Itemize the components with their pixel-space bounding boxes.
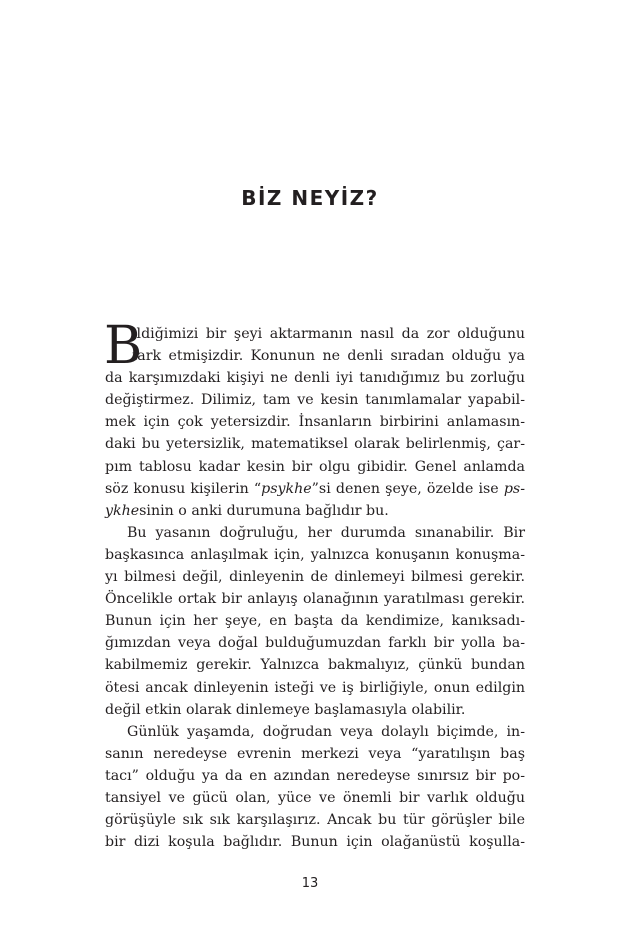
text-line: tacı” olduğu ya da en azından neredeyse sınırsız bir po- (105, 767, 525, 784)
text-line: fark etmişizdir. Konunun ne denli sıradan olduğu ya (132, 348, 525, 365)
text-line: Bu yasanın doğruluğu, her durumda sınanabilir. Bir (127, 524, 525, 541)
text-line: bir dizi koşula bağlıdır. Bunun için olağanüstü koşulla- (105, 834, 525, 851)
chapter-title: BİZ NEYİZ? (241, 186, 379, 210)
text-line: da karşımızdaki kişiyi ne denli iyi tanıdığımız bu zorluğu (105, 370, 525, 387)
text-line: ğımızdan veya doğal bulduğumuzdan farklı bir yolla ba- (105, 635, 525, 652)
text-line: Bunun için her şeye, en başta da kendimize, kanıksadı- (105, 613, 525, 630)
drop-cap: B (104, 316, 143, 376)
text-line: Öncelikle ortak bir anlayış olanağının yaratılması gerekir. (105, 591, 525, 608)
text-line: görüşüyle sık sık karşılaşırız. Ancak bu tür görüşler bile (105, 812, 525, 829)
text-line: değil etkin olarak dinlemeye başlamasıyla olabilir. (105, 701, 466, 718)
text-line: yı bilmesi değil, dinleyenin de dinlemeyi bilmesi gerekir. (105, 569, 525, 586)
text-line: Günlük yaşamda, doğrudan veya dolaylı biçimde, in- (127, 723, 525, 740)
text-line: ötesi ancak dinleyenin isteği ve iş birliğiyle, onun edilgin (105, 679, 525, 696)
page-number: 13 (301, 876, 319, 891)
text-line: tansiyel ve gücü olan, yüce ve önemli bir varlık olduğu (105, 789, 525, 806)
text-line: pım tablosu kadar kesin bir olgu gibidir. Genel anlamda (105, 458, 525, 475)
text-line: ykhesinin o anki durumuna bağlıdır bu. (105, 502, 389, 519)
text-line: daki bu yetersizlik, matematiksel olarak belirlenmiş, çar- (105, 436, 525, 453)
text-line: ildiğimizi bir şeyi aktarmanın nasıl da zor olduğunu (132, 326, 525, 342)
text-line: kabilmemiz gerekir. Yalnızca bakmalıyız, çünkü bundan (105, 657, 525, 674)
text-line: söz konusu kişilerin “psykhe”si denen şeye, özelde ise ps- (105, 480, 525, 497)
text-line: başkasınca anlaşılmak için, yalnızca konuşanın konuşma- (105, 546, 525, 563)
text-line: değiştirmez. Dilimiz, tam ve kesin tanımlamalar yapabil- (105, 392, 525, 409)
text-line: mek için çok yetersizdir. İnsanların birbirini anlamasın- (105, 414, 525, 431)
text-line: sanın neredeyse evrenin merkezi veya “yaratılışın baş (105, 745, 525, 762)
body-text (104, 316, 525, 853)
